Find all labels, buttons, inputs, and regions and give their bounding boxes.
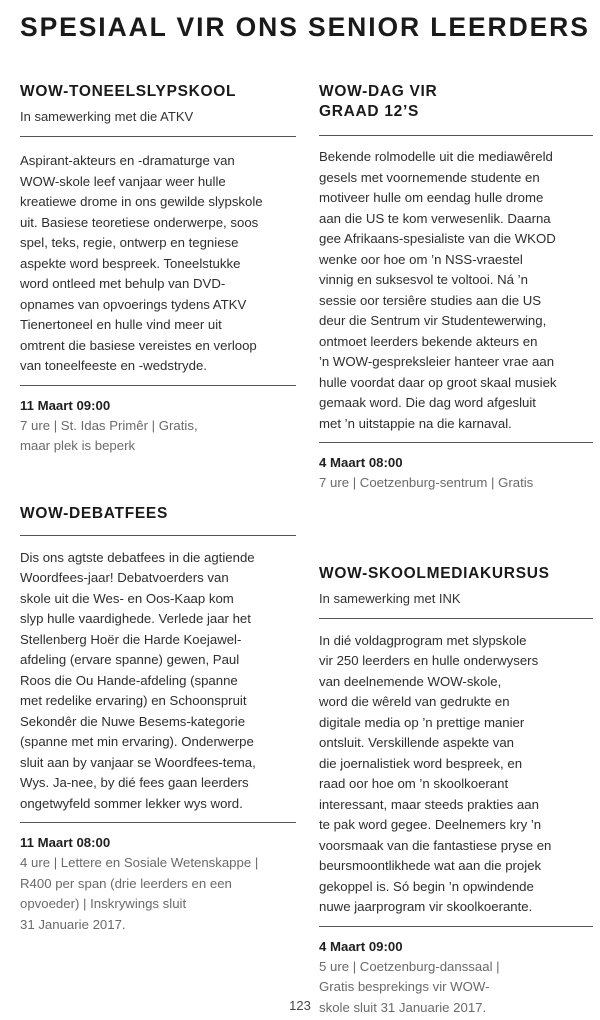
page-heading: SPESIAAL VIR ONS SENIOR LEERDERS	[20, 12, 590, 42]
event-date: 4 Maart 09:00	[319, 938, 403, 954]
desc-line: kreatiewe drome in ons gewilde slypskole	[20, 194, 263, 209]
detail-line: maar plek is beperk	[20, 438, 136, 453]
divider	[319, 926, 593, 927]
desc-line: (spanne met min ervaring). Onderwerpe	[20, 734, 254, 749]
detail-line: 7 ure | St. Idas Primêr | Gratis,	[20, 417, 198, 433]
desc-line: ontsluit. Verskillende aspekte van	[319, 735, 514, 750]
desc-line: nuwe jaarprogram vir skoolkoerante.	[319, 899, 533, 914]
event-description	[319, 631, 593, 918]
desc-line: beursmoontlikhede wat aan die projek	[319, 858, 542, 873]
event-title	[319, 82, 593, 122]
event-meta	[20, 396, 296, 457]
desc-line: WOW-skole leef vanjaar weer hulle	[20, 173, 226, 189]
desc-line: gee Afrikaans-spesialiste van die WKOD	[319, 231, 556, 246]
desc-line: slyp hulle vaardighede. Verlede jaar het	[20, 611, 251, 626]
event-description	[20, 151, 296, 377]
desc-line: sluit aan by vanjaar se Woordfees-tema,	[20, 754, 256, 770]
event-date: 11 Maart 08:00	[20, 835, 111, 850]
desc-line: motiveer hulle om eendag hulle drome	[319, 190, 544, 205]
desc-line: voorsmaak van die fantastiese pryse en	[319, 837, 552, 853]
desc-line: ongetwyfeld sommer lekker wys word.	[20, 795, 243, 811]
event-details	[319, 473, 593, 494]
detail-line: R400 per span (drie leerders en een	[20, 875, 232, 891]
desc-line: skole uit die Wes- en Oos-Kaap kom	[20, 590, 234, 606]
divider	[20, 385, 296, 386]
desc-line: Aspirant-akteurs en -dramaturge van	[20, 153, 235, 168]
desc-line: ontmoet leerders bekende akteurs en	[319, 333, 538, 349]
divider	[319, 618, 593, 619]
desc-line: Dis ons agtste debatfees in die agtiende	[20, 549, 255, 565]
left-column	[20, 82, 296, 935]
event-title	[319, 564, 593, 584]
detail-line: opvoeder) | Inskrywings sluit	[20, 896, 187, 911]
desc-line: die joernalistiek word bespreek, en	[319, 755, 523, 771]
event-date: 11 Maart 09:00	[20, 397, 111, 413]
event-debatfees	[20, 504, 296, 936]
desc-line: afdeling (ervare spanne) gewen, Paul	[20, 652, 240, 667]
desc-line: vir 250 leerders en hulle onderwysers	[319, 653, 539, 668]
event-title-line: WOW-TONEELSLYPSKOOL	[20, 83, 237, 100]
event-dag-vir-graad-12	[319, 82, 593, 494]
desc-line: In dié voldagprogram met slypskole	[319, 632, 527, 648]
right-column	[319, 82, 593, 1018]
detail-line: 5 ure | Coetzenburg-danssaal |	[319, 958, 500, 974]
desc-line: opnames van opvoerings tydens ATKV	[20, 296, 247, 312]
desc-line: uit. Basiese teoretiese onderwerpe, soos	[20, 214, 259, 230]
desc-line: Stellenberg Hoër die Harde Koejawel-	[20, 631, 242, 647]
event-meta	[20, 833, 296, 935]
detail-line: 7 ure | Coetzenburg-sentrum | Gratis	[319, 475, 534, 490]
detail-line: 4 ure | Lettere en Sosiale Wetenskappe |	[20, 855, 259, 870]
event-meta	[319, 453, 593, 494]
desc-line: Tienertoneel en hulle vind meer uit	[20, 317, 222, 332]
desc-line: Woordfees-jaar! Debatvoerders van	[20, 570, 229, 585]
desc-line: wenke oor hoe om ’n NSS-vraestel	[319, 251, 523, 267]
desc-line: van deelnemende WOW-skole,	[319, 673, 502, 689]
event-description	[20, 548, 296, 815]
detail-line: skole sluit 31 Januarie 2017.	[319, 999, 487, 1015]
event-title-line: WOW-SKOOLMEDIAKURSUS	[319, 564, 550, 582]
event-title	[20, 82, 296, 102]
desc-line: aspekte word bespreek. Toneelstukke	[20, 255, 241, 271]
event-description	[319, 147, 593, 434]
event-title	[20, 504, 296, 524]
desc-line: word die wêreld van gedrukte en	[319, 694, 510, 709]
desc-line: vinnig en suksesvol te voltooi. Ná ’n	[319, 272, 528, 287]
desc-line: sessie oor tersiêre studies aan die US	[319, 292, 542, 308]
desc-line: gesels met voornemende studente en	[319, 169, 540, 185]
event-subtitle: In samewerking met die ATKV	[20, 109, 194, 124]
detail-line: 31 Januarie 2017.	[20, 916, 126, 932]
page-number: 123	[289, 998, 311, 1013]
detail-line: Gratis besprekings vir WOW-	[319, 979, 490, 994]
event-skoolmediakursus	[319, 564, 593, 1019]
event-details	[20, 853, 296, 935]
desc-line: raad oor hoe om ’n skoolkoerant	[319, 776, 509, 791]
desc-line: word ontleed met behulp van DVD-	[20, 276, 226, 291]
desc-line: gekoppel is. Só begin ’n opwindende	[319, 878, 534, 894]
event-toneelslypskool	[20, 82, 296, 457]
desc-line: te pak word gegee. Deelnemers kry ’n	[319, 817, 542, 832]
desc-line: Roos die Ou Hande-afdeling (spanne	[20, 672, 238, 688]
event-date: 4 Maart 08:00	[319, 455, 403, 470]
desc-line: van toneelfeeste en -wedstryde.	[20, 358, 207, 373]
divider	[319, 442, 593, 443]
desc-line: ’n WOW-gespreksleier hanteer vrae aan	[319, 354, 555, 369]
event-title-line: GRAAD 12’S	[319, 103, 420, 120]
divider	[20, 136, 296, 137]
desc-line: aan die US te kom verwesenlik. Daarna	[319, 210, 551, 226]
desc-line: gemaak word. Die dag word afgesluit	[319, 395, 536, 410]
desc-line: Sekondêr die Nuwe Besems-kategorie	[20, 713, 246, 729]
divider	[20, 535, 296, 536]
divider	[20, 822, 296, 823]
desc-line: spel, teks, regie, ontwerp en tegniese	[20, 235, 239, 250]
event-title-line: WOW-DEBATFEES	[20, 504, 168, 522]
desc-line: met ’n uitstappie na die karnaval.	[319, 415, 512, 431]
desc-line: digitale media op ’n prettige manier	[319, 714, 525, 730]
divider	[319, 135, 593, 136]
desc-line: omtrent die basiese vereistes en verloop	[20, 337, 257, 353]
event-subtitle: In samewerking met INK	[319, 590, 461, 606]
desc-line: Wys. Ja-nee, by dié fees gaan leerders	[20, 775, 249, 790]
desc-line: Bekende rolmodelle uit die mediawêreld	[319, 149, 553, 164]
desc-line: interessant, maar steeds prakties aan	[319, 796, 539, 812]
desc-line: hulle voordat daar op groot skaal musiek	[319, 374, 557, 390]
desc-line: deur die Sentrum vir Studentewerwing,	[319, 313, 547, 328]
event-details	[20, 416, 296, 457]
desc-line: met redelike ervaring) en Schoonspruit	[20, 693, 247, 708]
event-title-line: WOW-DAG VIR	[319, 83, 438, 100]
